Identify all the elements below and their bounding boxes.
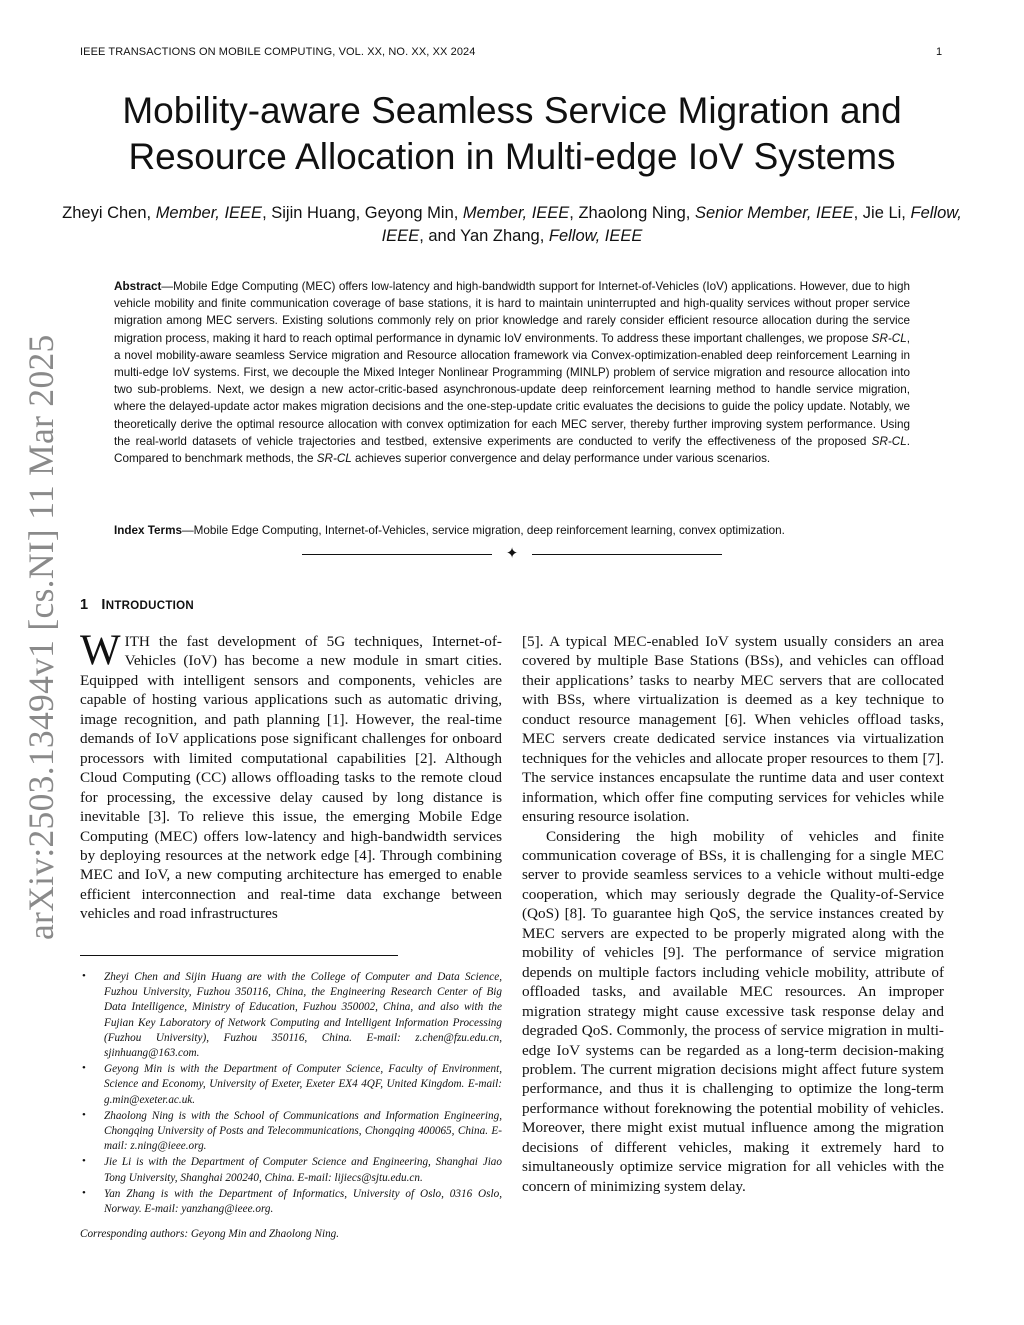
footnote-text: Zhaolong Ning is with the School of Communications and Information Engineering, Chongqing University of Posts and Telecommunications, Chongqing 400065, China. E-mail: z.ning@ieee.org.: [104, 1109, 502, 1153]
index-terms-label: Index Terms: [114, 524, 182, 537]
body-column-right: [522, 632, 944, 1196]
abstract-text-1: —Mobile Edge Computing (MEC) offers low-latency and high-bandwidth support for Internet-of-Vehicles (IoV) applications. However, due to high vehicle mobility and finite communication coverage of base stations, it is hard to maintain uninterrupted and high-quality services without proper service migration among MEC servers. Existing solutions commonly rely on prior knowledge and rarely consider efficient resource allocation during the service migration process, making it hard to reach optimal performance in dynamic IoV environments. To address these important challenges, we propose: [114, 280, 910, 345]
intro-paragraph-2: Considering the high mobility of vehicles and finite communication coverage of BSs, it is challenging for a single MEC server to provide seamless services to a vehicle without multi-edge cooperation, which may seriously degrade the Quality-of-Service (QoS) [8]. To guarantee high QoS, the service instances created by MEC servers are expected to be properly migrated along with the mobility of vehicles [9]. The performance of service migration depends on multiple factors including vehicle mobility, attribute of offloaded tasks, and available MEC resources. An improper migration strategy might cause excessive task response delay and degraded QoS. Commonly, the process of service migration in multi-edge IoV systems can be regarded as a long-term decision-making problem. The current migration decisions might affect future system performance, and thus it is challenging to optimize the long-term performance without foreknowing the potential mobility of vehicles. Moreover, there might exist mutual influence among the migration decisions of different vehicles, making it extremely hard to simultaneously optimize service migration for all vehicles with the concern of minimizing system delay.: [522, 827, 944, 1195]
bullet-icon: •: [82, 1108, 86, 1121]
corresponding-authors: Corresponding authors: Geyong Min and Zhaolong Ning.: [80, 1228, 340, 1241]
bullet-icon: •: [82, 1062, 86, 1075]
footnote-rule: [80, 955, 398, 956]
index-terms-text: —Mobile Edge Computing, Internet-of-Vehicles, service migration, deep reinforcement learning, convex optimization.: [181, 524, 785, 537]
bullet-icon: •: [82, 1155, 86, 1168]
footnote-text: Geyong Min is with the Department of Computer Science, Faculty of Environment, Science and Economy, University of Exeter, Exeter EX4 4QF, United Kingdom. E-mail: g.min@exeter.ac.uk.: [104, 1063, 502, 1106]
paper-title: Mobility-aware Seamless Service Migration and Resource Allocation in Multi-edge IoV Systems: [122, 90, 902, 177]
footnote-text: Yan Zhang is with the Department of Informatics, University of Oslo, 0316 Oslo, Norway. E-mail: yanzhang@ieee.org.: [104, 1187, 502, 1216]
section-title-rest: NTRODUCTION: [105, 600, 194, 612]
body-column-left: [80, 627, 502, 924]
page-number: 1: [936, 46, 943, 58]
section-number: 1: [80, 597, 89, 613]
author-role-2: Member, IEEE: [462, 204, 570, 222]
footnote-item: [80, 1155, 502, 1185]
method-name: SR-CL: [871, 434, 907, 448]
footnotes: [80, 970, 502, 1242]
footnote-item: [80, 1062, 502, 1108]
drop-cap: W: [80, 627, 121, 674]
author-names-3: , Zhaolong Ning,: [569, 204, 695, 222]
author-role-3: Senior Member, IEEE: [694, 204, 854, 222]
intro-paragraph-1: ITH the fast development of 5G techniques, Internet-of-Vehicles (IoV) has become a new module in smart cities. Equipped with intelligent sensors and components, vehicles are capable of hosting various applications such as automatic driving, image recognition, and path planning [1]. However, the real-time demands of IoV applications pose significant challenges for onboard processors with limited computational capabilities [2]. Although Cloud Computing (CC) allows offloading tasks to the remote cloud for processing, the excessive delay caused by long distance is inevitable [3]. To relieve this issue, the emerging Mobile Edge Computing (MEC) offers low-latency and high-bandwidth services by deploying resources at the network edge [4]. Through combining MEC and IoV, a new computing architecture has emerged to enable efficient interconnection and real-time data exchange between vehicles and road infrastructures: [80, 633, 502, 923]
abstract-text-2: , a novel mobility-aware seamless Service migration and Resource allocation framework via Convex-optimization-enabled deep reinforcement Learning in multi-edge IoV systems. First, we decouple the Mixed Integer Nonlinear Programming (MINLP) problem of service migration and resource allocation into two sub-problems. Next, we design a new actor-critic-based asynchronous-update deep reinforcement learning method to handle service migration, where the delayed-update actor makes migration decisions and the one-step-update critic evaluates the decisions to guide the policy update. Notably, we theoretically derive the optimal resource allocation with convex optimization for each MEC server, thereby further improving system performance. Using the real-world datasets of vehicle trajectories and testbed, extensive experiments are conducted to verify the effectiveness of the proposed: [114, 331, 910, 448]
section-divider: [302, 546, 722, 562]
footnote-item: [80, 1109, 502, 1155]
diamond-icon: ✦: [505, 546, 519, 562]
divider-rule-right: [532, 554, 722, 555]
author-role-4: Fellow, IEEE: [381, 204, 962, 245]
index-terms: [114, 522, 910, 539]
arxiv-stamp: arXiv:2503.13494v1 [cs.NI] 11 Mar 2025: [21, 334, 61, 940]
author-names-4: , Jie Li,: [853, 204, 911, 222]
method-name: SR-CL: [871, 331, 907, 345]
method-name: SR-CL: [316, 452, 352, 466]
author-names-5: , and Yan Zhang,: [419, 227, 549, 245]
abstract-text-4: achieves superior convergence and delay performance under various scenarios.: [351, 452, 771, 466]
author-names-1: Zheyi Chen,: [62, 204, 156, 222]
section-heading: [80, 597, 194, 613]
intro-paragraph-1-cont: [5]. A typical MEC-enabled IoV system usually considers an area covered by multiple Base Stations (BSs), and vehicles can offload their applications’ tasks to nearby MEC servers that are collocated with BSs, where virtualization is deemed as a key technique to conduct resource management [6]. When vehicles offload tasks, MEC servers create dedicated service instances via virtualization techniques for the vehicles and allocate proper resources to them [7]. The service instances encapsulate the runtime data and user context information, which offer fine computing services for vehicles while ensuring resource isolation.: [522, 633, 944, 826]
abstract-label: Abstract: [114, 280, 162, 293]
abstract-text-3: . Compared to benchmark methods, the: [114, 434, 910, 466]
author-role-5: Fellow, IEEE: [548, 227, 643, 245]
author-role-1: Member, IEEE: [155, 204, 263, 222]
footnote-text: Jie Li is with the Department of Computer Science and Engineering, Shanghai Jiao Tong University, Shanghai 200240, China. E-mail: lijiecs@sjtu.edu.cn.: [104, 1156, 502, 1184]
footnote-item: [80, 1187, 502, 1217]
bullet-icon: •: [82, 1186, 86, 1199]
author-names-2: , Sijin Huang, Geyong Min,: [262, 204, 463, 222]
bullet-icon: •: [82, 970, 86, 982]
section-title-initial: I: [101, 597, 106, 613]
footnote-item: [80, 970, 502, 1061]
author-list: [60, 202, 964, 248]
footnote-text: Zheyi Chen and Sijin Huang are with the College of Computer and Data Science, Fuzhou University, Fuzhou 350116, China, the Engineering Research Center of Big Data Intelligence, Ministry of Education, Fuzhou 350002, China, and also with the Fujian Key Laboratory of Network Computing and Intelligent Information Processing (Fuzhou University), Fuzhou 350116, China. E-mail: z.chen@fzu.edu.cn, sjinhuang@163.com.: [104, 971, 502, 1060]
running-head: IEEE TRANSACTIONS ON MOBILE COMPUTING, VOL. XX, NO. XX, XX 2024: [80, 46, 476, 58]
abstract: [114, 278, 910, 467]
divider-rule-left: [302, 554, 492, 555]
